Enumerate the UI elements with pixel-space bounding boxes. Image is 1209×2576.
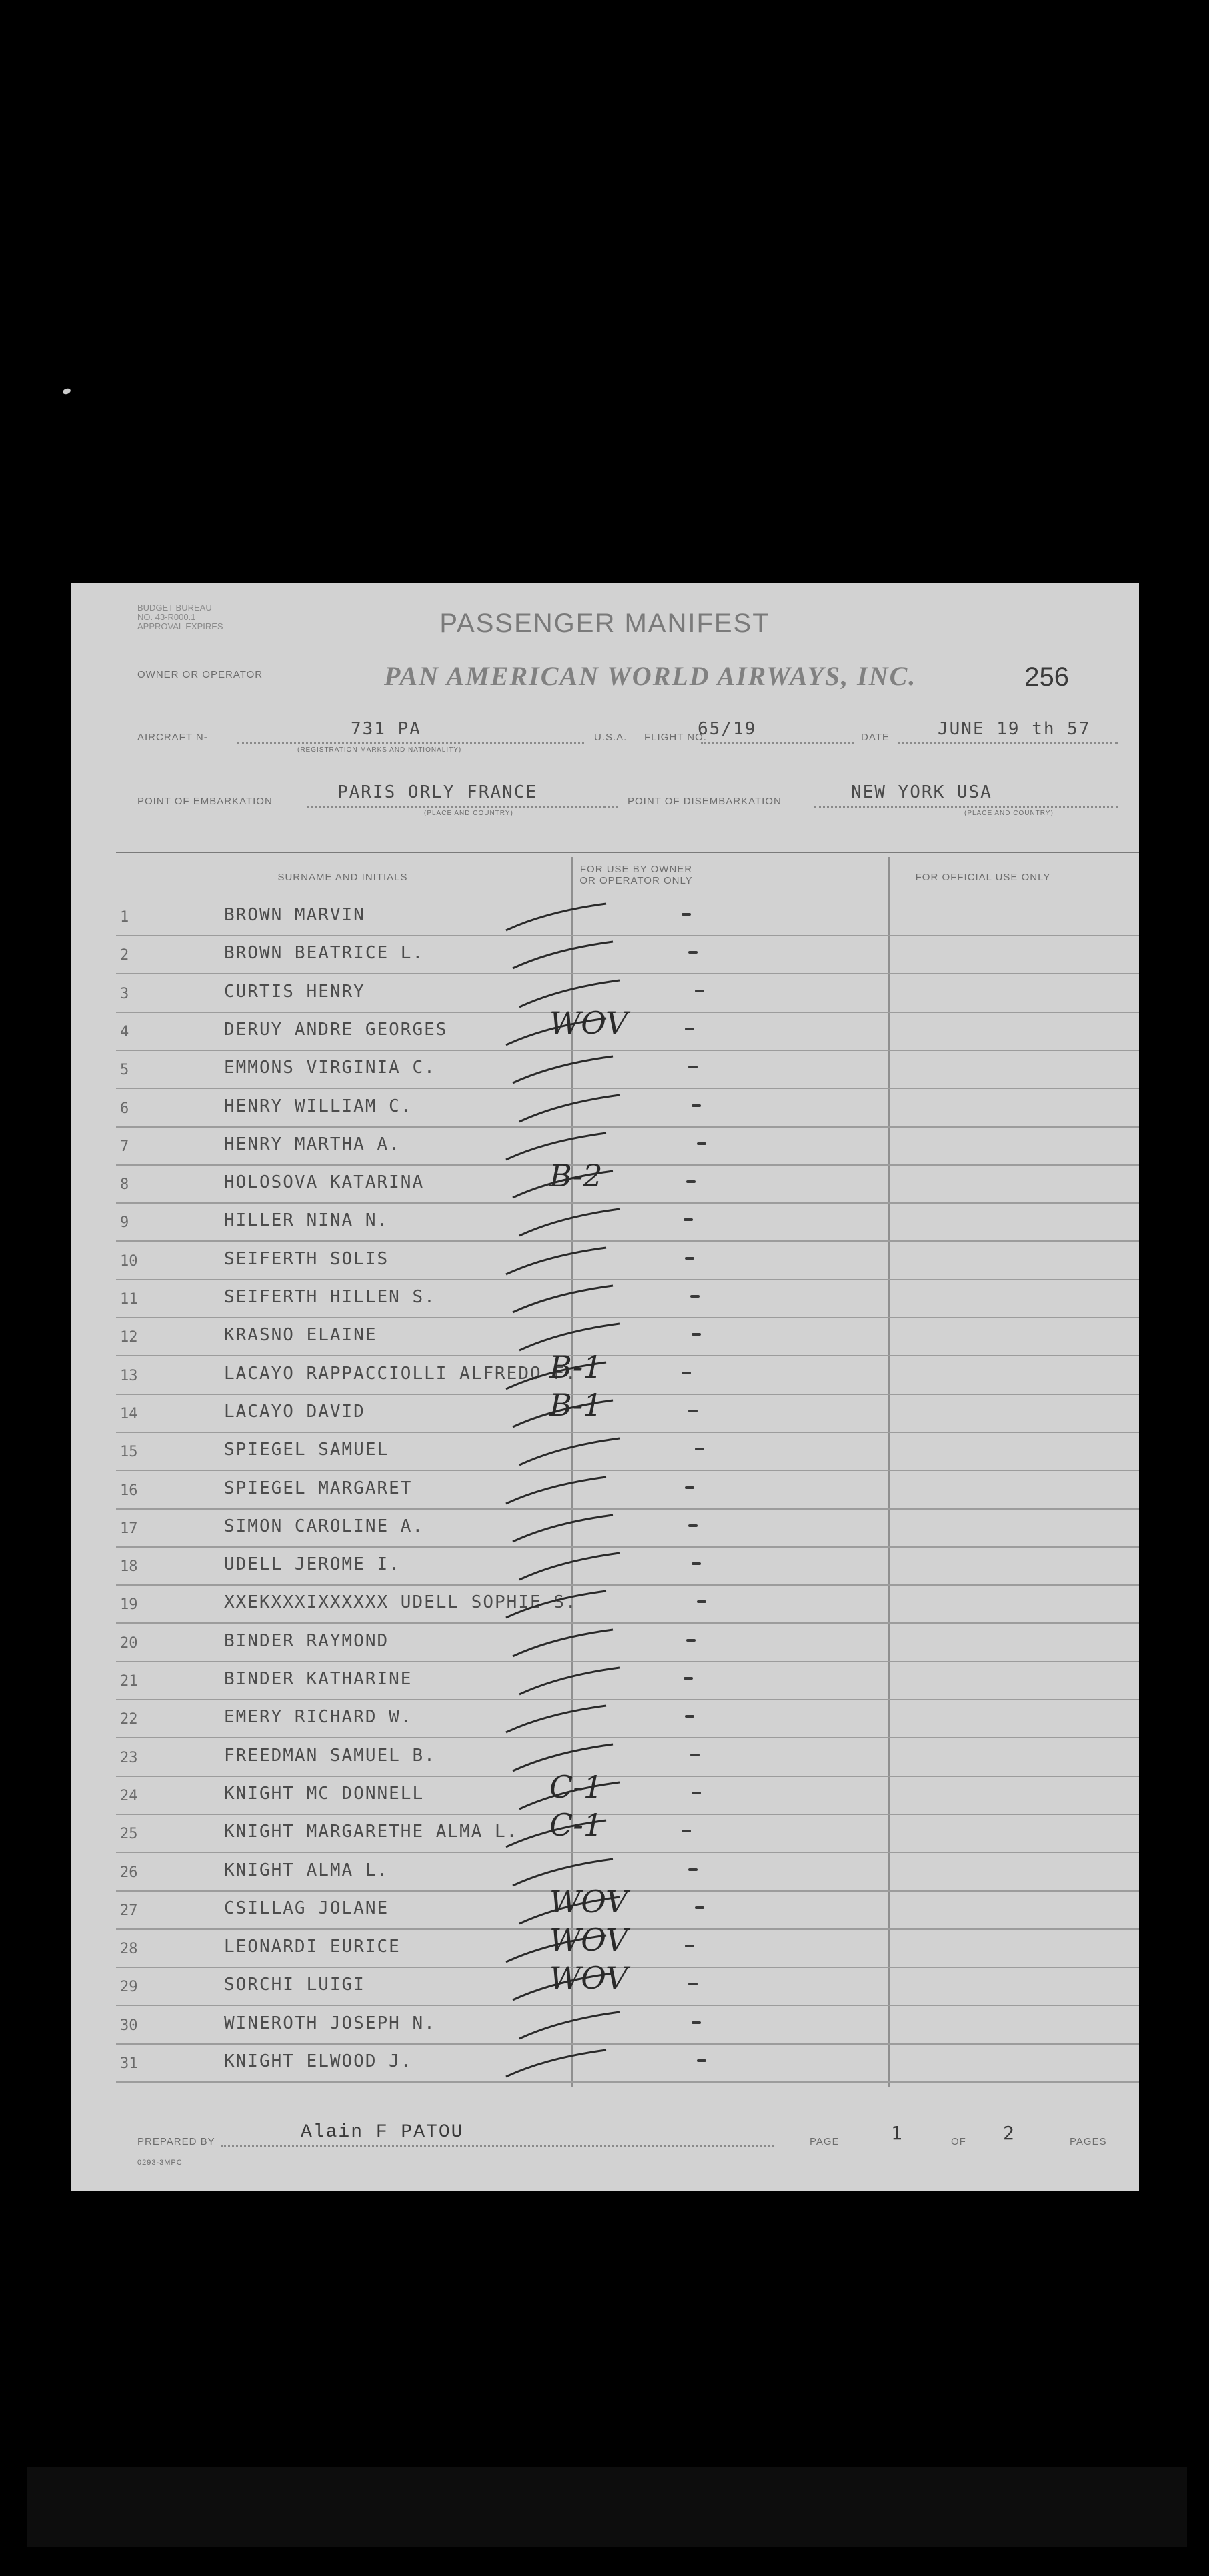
passenger-row xyxy=(116,1624,1139,1662)
row-number: 7 xyxy=(120,1138,129,1155)
passenger-row xyxy=(116,1433,1139,1471)
budget-stamp: BUDGET BUREAU NO. 43-R000.1 APPROVAL EXPIRES xyxy=(137,603,223,631)
row-number: 25 xyxy=(120,1826,138,1843)
owner-tick xyxy=(684,1218,693,1221)
passenger-name: SEIFERTH SOLIS xyxy=(224,1248,389,1269)
handwritten-note: WOV xyxy=(549,1922,628,1959)
passenger-name: DERUY ANDRE GEORGES xyxy=(224,1019,448,1040)
row-number: 8 xyxy=(120,1176,129,1194)
col-owner-use: FOR USE BY OWNER OR OPERATOR ONLY xyxy=(579,864,693,886)
flight-value: 65/19 xyxy=(698,719,757,739)
embark-value: PARIS ORLY FRANCE xyxy=(337,782,538,802)
owner-tick xyxy=(684,1677,693,1680)
owner-tick xyxy=(688,1868,698,1871)
passenger-row xyxy=(116,1807,1139,1853)
aircraft-value: 731 PA xyxy=(351,719,421,739)
owner-tick xyxy=(695,1906,704,1909)
handwritten-note: C-1 xyxy=(549,1807,603,1844)
page-label: PAGE xyxy=(810,2136,840,2147)
owner-label: OWNER OR OPERATOR xyxy=(137,669,263,680)
check-mark-icon xyxy=(493,2007,626,2045)
passenger-row xyxy=(116,1472,1139,1510)
handwritten-note: B-2 xyxy=(549,1158,603,1194)
passenger-name: LEONARDI EURICE xyxy=(224,1937,401,1957)
disembark-label: POINT OF DISEMBARKATION xyxy=(628,796,782,807)
passenger-name: HILLER NINA N. xyxy=(224,1210,389,1231)
owner-tick xyxy=(692,1333,701,1336)
passenger-name: UDELL JEROME I. xyxy=(224,1554,401,1575)
passenger-row xyxy=(116,1348,1139,1395)
row-number: 18 xyxy=(120,1558,138,1576)
passenger-name: CURTIS HENRY xyxy=(224,981,365,1002)
passenger-name: CSILLAG JOLANE xyxy=(224,1898,389,1918)
flight-dotline xyxy=(701,742,854,744)
passenger-row xyxy=(116,1960,1139,2006)
owner-tick xyxy=(682,1830,691,1832)
passenger-row xyxy=(116,1548,1139,1586)
row-number: 30 xyxy=(120,2017,138,2034)
owner-tick xyxy=(688,951,698,954)
owner-tick xyxy=(697,2059,706,2062)
check-mark-icon xyxy=(493,1204,626,1242)
check-mark-icon xyxy=(493,1472,626,1510)
row-number: 11 xyxy=(120,1291,138,1308)
passenger-row xyxy=(116,898,1139,936)
passenger-row xyxy=(116,1242,1139,1280)
scan-speck xyxy=(62,387,71,395)
passenger-row xyxy=(116,1280,1139,1318)
owner-tick xyxy=(685,1028,694,1030)
row-number: 26 xyxy=(120,1864,138,1881)
row-number: 21 xyxy=(120,1673,138,1690)
owner-tick xyxy=(695,990,704,992)
row-rule xyxy=(116,2081,1139,2083)
passenger-name: KNIGHT MARGARETHE ALMA L. xyxy=(224,1822,519,1842)
owner-tick xyxy=(688,1066,698,1068)
check-mark-icon xyxy=(493,1433,626,1471)
row-number: 28 xyxy=(120,1941,138,1958)
passenger-name: SORCHI LUIGI xyxy=(224,1975,365,1995)
owner-tick xyxy=(692,1792,701,1794)
passenger-name: KNIGHT ALMA L. xyxy=(224,1860,389,1880)
date-dotline xyxy=(898,742,1118,744)
passenger-row xyxy=(116,1090,1139,1128)
owner-tick xyxy=(690,1295,700,1298)
page-value: 1 xyxy=(891,2122,904,2144)
date-value: JUNE 19 th 57 xyxy=(938,719,1091,739)
passenger-name: WINEROTH JOSEPH N. xyxy=(224,2013,436,2033)
row-number: 22 xyxy=(120,1711,138,1728)
row-number: 5 xyxy=(120,1062,129,1079)
check-mark-icon xyxy=(493,1280,626,1318)
passenger-name: XXEKXXXIXXXXXX UDELL SOPHIE S. xyxy=(224,1592,577,1613)
row-number: 1 xyxy=(120,909,129,926)
passenger-row xyxy=(116,1700,1139,1738)
passenger-row xyxy=(116,1204,1139,1242)
owner-tick xyxy=(688,1410,698,1412)
passenger-row xyxy=(116,1128,1139,1166)
passenger-name: KNIGHT MC DONNELL xyxy=(224,1783,425,1804)
passenger-row xyxy=(116,2007,1139,2045)
passenger-name: FREEDMAN SAMUEL B. xyxy=(224,1745,436,1766)
passenger-name: LACAYO DAVID xyxy=(224,1401,365,1422)
check-mark-icon xyxy=(493,1051,626,1089)
passenger-row xyxy=(116,1586,1139,1624)
owner-tick xyxy=(685,1715,694,1718)
of-value: 2 xyxy=(1003,2122,1016,2144)
row-number: 16 xyxy=(120,1482,138,1499)
row-number: 3 xyxy=(120,985,129,1002)
owner-tick xyxy=(697,1142,706,1145)
row-number: 19 xyxy=(120,1596,138,1614)
pages-label: PAGES xyxy=(1070,2136,1107,2147)
passenger-table xyxy=(116,857,1139,2087)
col-official-use: FOR OFFICIAL USE ONLY xyxy=(915,872,1051,883)
owner-tick xyxy=(692,1104,701,1107)
row-number: 12 xyxy=(120,1329,138,1346)
owner-tick xyxy=(695,1448,704,1450)
row-number: 13 xyxy=(120,1367,138,1384)
owner-tick xyxy=(692,2021,701,2024)
row-number: 14 xyxy=(120,1405,138,1422)
passenger-name: EMMONS VIRGINIA C. xyxy=(224,1058,436,1078)
handwritten-note: WOV xyxy=(549,1883,628,1920)
passenger-name: BINDER KATHARINE xyxy=(224,1669,413,1689)
row-number: 4 xyxy=(120,1023,129,1040)
owner-tick xyxy=(688,1983,698,1985)
check-mark-icon xyxy=(493,898,626,936)
passenger-name: HENRY MARTHA A. xyxy=(224,1134,401,1154)
passenger-name: BROWN BEATRICE L. xyxy=(224,943,425,964)
row-number: 2 xyxy=(120,947,129,964)
form-title: PASSENGER MANIFEST xyxy=(439,609,770,638)
passenger-name: SPIEGEL MARGARET xyxy=(224,1478,413,1498)
flight-label: FLIGHT NO. xyxy=(644,732,707,743)
owner-tick xyxy=(692,1562,701,1565)
disembark-value: NEW YORK USA xyxy=(851,782,992,802)
prepared-value: Alain F PATOU xyxy=(301,2122,464,2143)
handwritten-note: B-1 xyxy=(549,1386,603,1423)
prepared-dotline xyxy=(221,2145,774,2147)
of-label: OF xyxy=(951,2136,966,2147)
disembark-dotline xyxy=(814,806,1118,808)
check-mark-icon xyxy=(493,1586,626,1624)
passenger-name: SIMON CAROLINE A. xyxy=(224,1516,425,1536)
check-mark-icon xyxy=(493,1624,626,1662)
page-number: 256 xyxy=(1024,662,1069,692)
passenger-row xyxy=(116,1051,1139,1089)
passenger-name: BROWN MARVIN xyxy=(224,905,365,925)
passenger-name: EMERY RICHARD W. xyxy=(224,1707,413,1728)
passenger-name: KNIGHT ELWOOD J. xyxy=(224,2051,413,2071)
owner-tick xyxy=(686,1639,696,1642)
prepared-label: PREPARED BY xyxy=(137,2136,215,2147)
owner-tick xyxy=(682,913,691,916)
owner-tick xyxy=(688,1524,698,1527)
table-top-rule xyxy=(116,852,1139,853)
check-mark-icon xyxy=(493,1662,626,1700)
aircraft-dotline xyxy=(237,742,584,744)
embark-sub: (PLACE AND COUNTRY) xyxy=(424,810,513,817)
aircraft-label: AIRCRAFT N- xyxy=(137,732,208,743)
handwritten-note: WOV xyxy=(549,1960,628,1997)
passenger-name: HENRY WILLIAM C. xyxy=(224,1096,413,1116)
form-code: 0293-3MPC xyxy=(137,2159,183,2167)
check-mark-icon xyxy=(493,1510,626,1548)
check-mark-icon xyxy=(493,1090,626,1128)
row-number: 24 xyxy=(120,1787,138,1804)
row-number: 15 xyxy=(120,1444,138,1461)
usa-label: U.S.A. xyxy=(594,732,628,743)
owner-tick xyxy=(685,1486,694,1489)
row-number: 29 xyxy=(120,1979,138,1996)
owner-tick xyxy=(682,1372,691,1374)
owner-tick xyxy=(697,1600,706,1603)
col-surname: SURNAME AND INITIALS xyxy=(277,872,408,883)
owner-tick xyxy=(690,1754,700,1756)
passenger-row xyxy=(116,1158,1139,1204)
check-mark-icon xyxy=(493,1700,626,1738)
passenger-row xyxy=(116,936,1139,974)
check-mark-icon xyxy=(493,936,626,974)
row-number: 31 xyxy=(120,2055,138,2072)
passenger-name: KRASNO ELAINE xyxy=(224,1325,377,1346)
owner-tick xyxy=(685,1945,694,1947)
owner-value: PAN AMERICAN WORLD AIRWAYS, INC. xyxy=(384,661,917,691)
owner-tick xyxy=(686,1180,696,1183)
manifest-sheet xyxy=(71,583,1139,2191)
passenger-name: BINDER RAYMOND xyxy=(224,1630,389,1651)
passenger-name: HOLOSOVA KATARINA xyxy=(224,1172,425,1193)
passenger-row xyxy=(116,1768,1139,1815)
passenger-row xyxy=(116,1662,1139,1700)
row-number: 10 xyxy=(120,1252,138,1270)
passenger-name: LACAYO RAPPACCIOLLI ALFREDO F. xyxy=(224,1363,577,1384)
aircraft-sub: (REGISTRATION MARKS AND NATIONALITY) xyxy=(297,746,462,754)
passenger-name: SEIFERTH HILLEN S. xyxy=(224,1287,436,1307)
check-mark-icon xyxy=(493,1242,626,1280)
passenger-row xyxy=(116,1318,1139,1356)
passenger-row xyxy=(116,1510,1139,1548)
disembark-sub: (PLACE AND COUNTRY) xyxy=(964,810,1054,817)
check-mark-icon xyxy=(493,2045,626,2083)
row-number: 23 xyxy=(120,1749,138,1766)
handwritten-note: WOV xyxy=(549,1004,628,1041)
passenger-row xyxy=(116,1739,1139,1777)
row-number: 20 xyxy=(120,1634,138,1652)
embark-label: POINT OF EMBARKATION xyxy=(137,796,273,807)
handwritten-note: C-1 xyxy=(549,1768,603,1805)
date-label: DATE xyxy=(861,732,890,743)
row-number: 17 xyxy=(120,1520,138,1537)
passenger-row xyxy=(116,2045,1139,2083)
passenger-name: SPIEGEL SAMUEL xyxy=(224,1440,389,1460)
passenger-row xyxy=(116,1386,1139,1433)
owner-tick xyxy=(685,1257,694,1260)
row-number: 6 xyxy=(120,1100,129,1117)
embark-dotline xyxy=(307,806,618,808)
passenger-row xyxy=(116,1004,1139,1051)
check-mark-icon xyxy=(493,1548,626,1586)
row-number: 9 xyxy=(120,1214,129,1232)
row-number: 27 xyxy=(120,1902,138,1919)
handwritten-note: B-1 xyxy=(549,1348,603,1385)
scan-border-strip xyxy=(27,2467,1187,2547)
